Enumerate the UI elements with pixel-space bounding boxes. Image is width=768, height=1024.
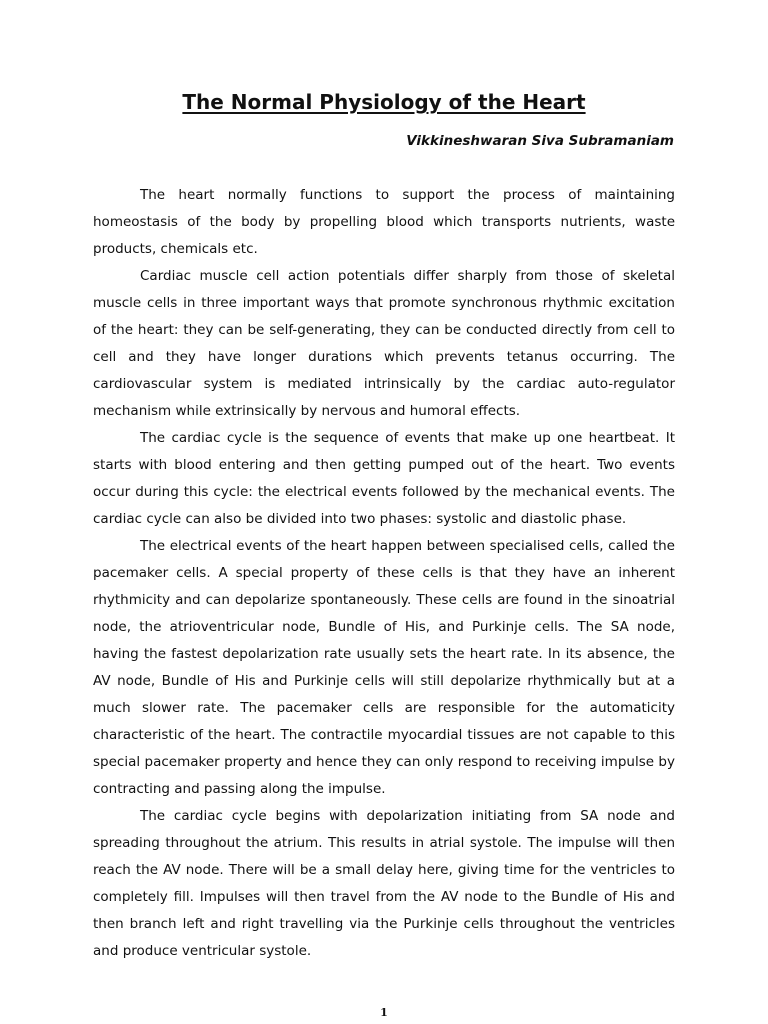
paragraph-1: The heart normally functions to support the process of maintaining homeostasis of the body by propelling blood which transports nutrients, waste products, chemicals etc.: [93, 187, 675, 257]
paragraph-4: The electrical events of the heart happen between specialised cells, called the pacemaker cells. A special property of these cells is that they have an inherent rhythmicity and can depolarize spontaneously. These cells are found in the sinoatrial node, the atrioventricular node, Bundle of His, and Purkinje cells. The SA node, having the fastest depolarization rate usually sets the heart rate. In its absence, the AV node, Bundle of His and Purkinje cells will still depolarize rhythmically but at a much slower rate. The pacemaker cells are responsible for the automaticity characteristic of the heart. The contractile myocardial tissues are not capable to this special pacemaker property and hence they can only respond to receiving impulse by contracting and passing along the impulse.: [93, 538, 675, 797]
author-name: Vikkineshwaran Siva Subramaniam: [406, 133, 674, 149]
paragraph-2: Cardiac muscle cell action potentials differ sharply from those of skeletal muscle cells in three important ways that promote synchronous rhythmic excitation of the heart: they can be self-generating, they can be conducted directly from cell to cell and they have longer durations which prevents tetanus occurring. The cardiovascular system is mediated intrinsically by the cardiac auto-regulator mechanism while extrinsically by nervous and humoral effects.: [93, 268, 675, 419]
page-number: 1: [380, 1006, 388, 1019]
document-body: [93, 182, 675, 965]
paragraph-5: The cardiac cycle begins with depolarization initiating from SA node and spreading throughout the atrium. This results in atrial systole. The impulse will then reach the AV node. There will be a small delay here, giving time for the ventricles to completely fill. Impulses will then travel from the AV node to the Bundle of His and then branch left and right travelling via the Purkinje cells throughout the ventricles and produce ventricular systole.: [93, 808, 675, 959]
document-title: The Normal Physiology of the Heart: [182, 90, 586, 114]
paragraph-3: The cardiac cycle is the sequence of events that make up one heartbeat. It starts with blood entering and then getting pumped out of the heart. Two events occur during this cycle: the electrical events followed by the mechanical events. The cardiac cycle can also be divided into two phases: systolic and diastolic phase.: [93, 430, 675, 527]
